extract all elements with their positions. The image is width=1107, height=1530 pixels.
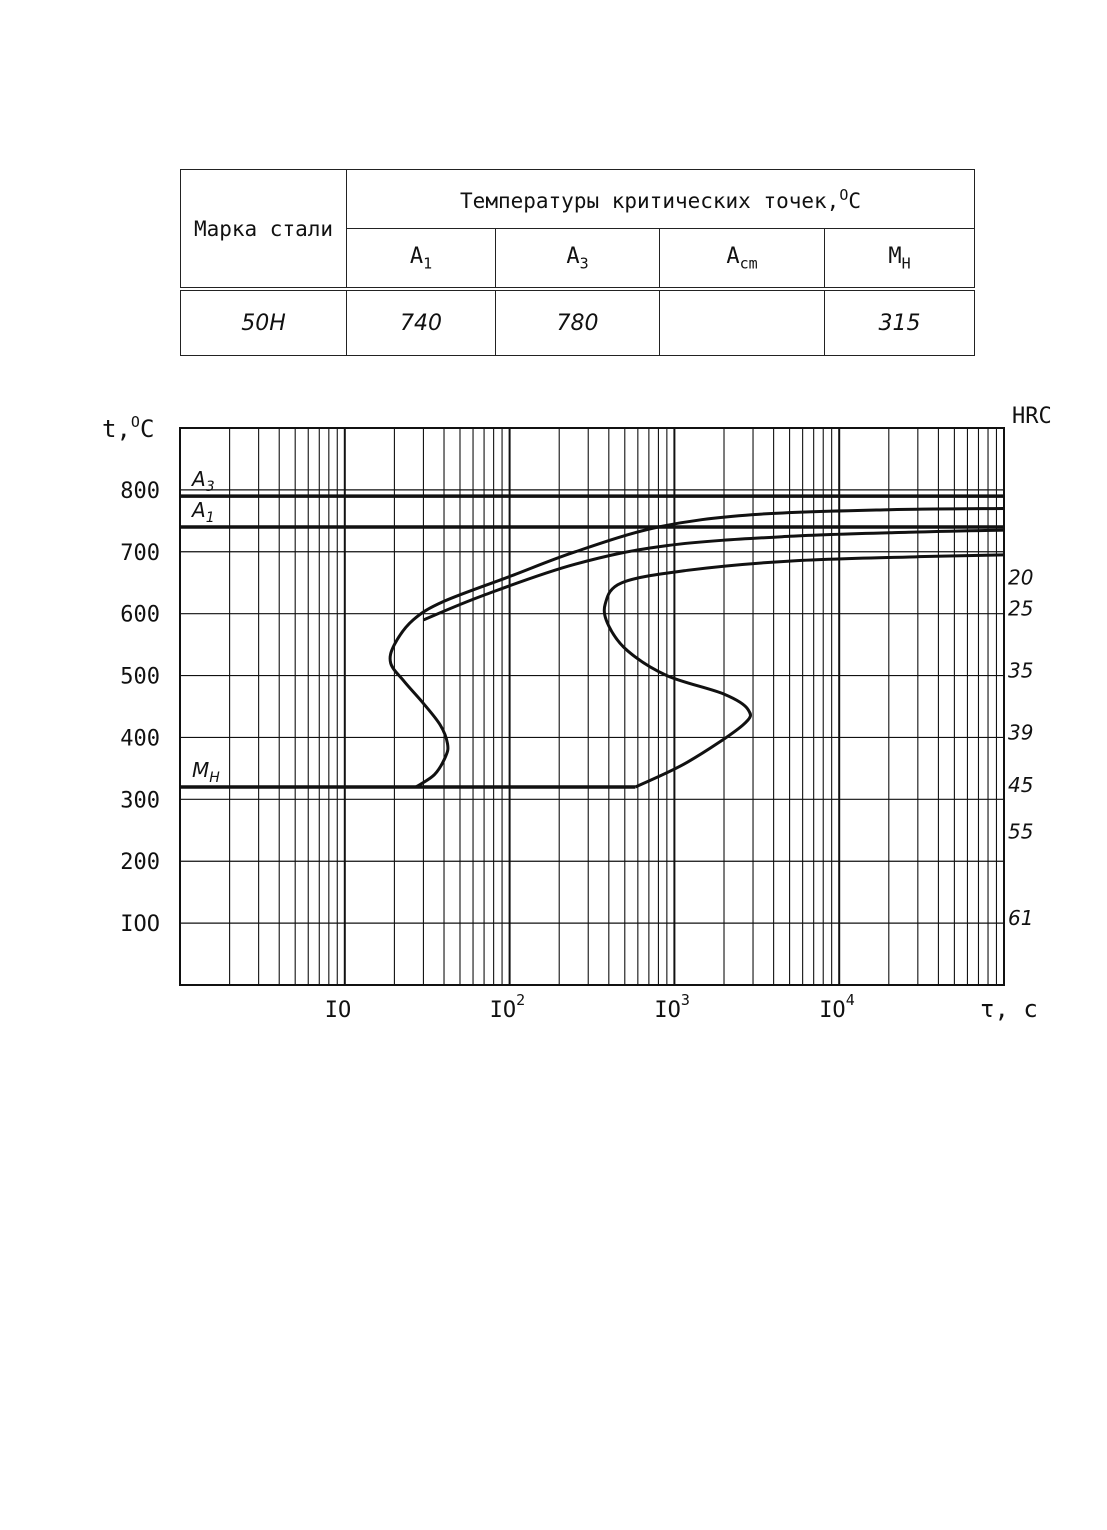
hrc-label: 55 bbox=[1008, 819, 1034, 844]
col-acm-header: $A_{cm}$ bbox=[660, 229, 825, 290]
hrc-label: 39 bbox=[1008, 720, 1034, 745]
x-tick-label: $IO^2$ bbox=[489, 991, 526, 1023]
hrc-label: 25 bbox=[1008, 596, 1034, 621]
y-tick-label: 200 bbox=[120, 850, 160, 876]
col-a1-header: $A_1$ bbox=[347, 229, 496, 290]
hrc-axis-label: HRC bbox=[1012, 404, 1052, 429]
y-tick-label: 600 bbox=[120, 602, 160, 628]
a3-value: 780 bbox=[496, 289, 660, 356]
y-tick-label: IOO bbox=[120, 912, 160, 938]
critical-line-label-mn: $M_Н$ bbox=[192, 757, 220, 786]
hrc-label: 45 bbox=[1008, 772, 1034, 797]
x-tick-label: IO bbox=[324, 998, 352, 1023]
y-tick-labels bbox=[120, 479, 160, 937]
critical-line-label-a3: $A_3$ bbox=[192, 467, 215, 496]
steel-grade-header: Марка стали bbox=[181, 170, 347, 290]
y-tick-label: 500 bbox=[120, 664, 160, 690]
steel-grade-value: 50Н bbox=[181, 289, 347, 356]
mn-value: 315 bbox=[825, 289, 975, 356]
col-mn-header: $M_Н$ bbox=[825, 229, 975, 290]
y-tick-label: 800 bbox=[120, 478, 160, 504]
a1-value: 740 bbox=[347, 289, 496, 356]
plot-frame bbox=[180, 428, 1004, 985]
y-tick-label: 400 bbox=[120, 726, 160, 752]
critical-temps-header: Температуры критических точек,$^O$C bbox=[347, 170, 975, 229]
x-axis-label: τ, с bbox=[980, 995, 1038, 1023]
y-tick-label: 700 bbox=[120, 540, 160, 566]
hrc-label: 20 bbox=[1008, 565, 1034, 590]
critical-line-label-a1: $A_1$ bbox=[192, 498, 215, 527]
col-a3-header: $A_3$ bbox=[496, 229, 660, 290]
curve-transformation-start bbox=[390, 509, 1004, 788]
y-tick-label: 300 bbox=[120, 788, 160, 814]
curves bbox=[390, 509, 1004, 788]
hrc-labels bbox=[1008, 566, 1033, 930]
critical-lines bbox=[180, 467, 1004, 787]
grid bbox=[180, 428, 1004, 985]
x-tick-label: $IO^4$ bbox=[819, 991, 855, 1023]
hrc-label: 35 bbox=[1008, 658, 1034, 683]
y-axis-label: t,$^O$C bbox=[102, 413, 155, 443]
hrc-label: 61 bbox=[1008, 905, 1034, 930]
x-tick-label: $IO^3$ bbox=[654, 991, 690, 1023]
x-tick-labels bbox=[325, 991, 855, 1023]
curve-transformation-end bbox=[604, 555, 1004, 787]
